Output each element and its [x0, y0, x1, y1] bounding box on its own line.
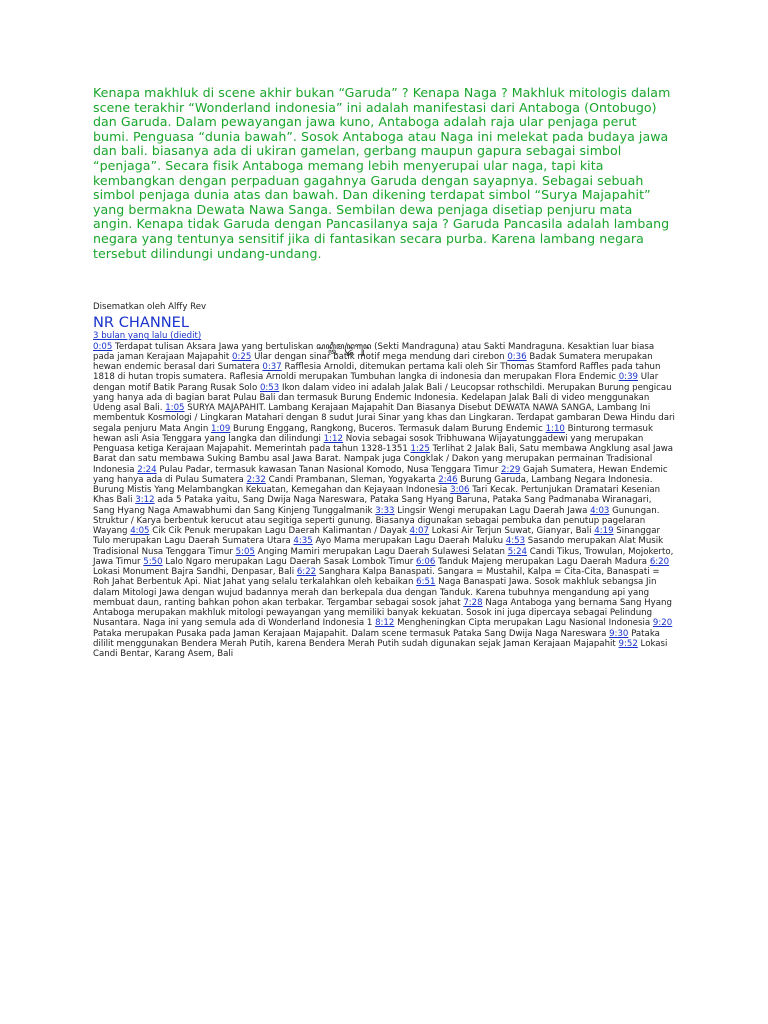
timestamp-description: Sasando merupakan Alat Musik Tradisional Nusa Tenggara Timur	[93, 536, 664, 557]
timestamp-link[interactable]: 3:06	[450, 485, 470, 496]
timestamp-link[interactable]: 0:53	[259, 382, 280, 393]
timestamp-description: Sanghara Kalpa Banaspati. Sangara = Mustahil, Kalpa = Cita-Cita, Banaspati = Roh Jahat Berbentuk Api. Niat Jahat yang selalu terkalahkan oleh kebaikan	[93, 567, 660, 588]
timestamp-link[interactable]: 5:50	[143, 556, 163, 567]
timestamp-link[interactable]: 4:35	[293, 536, 313, 547]
timestamp-description: Mengheningkan Cipta merupakan Lagu Nasional Indonesia	[394, 618, 653, 629]
channel-name[interactable]: NR CHANNEL	[93, 314, 190, 332]
timestamp-description: Tari Kecak. Pertunjukan Dramatari Kesenian Khas Bali	[93, 485, 661, 506]
timestamp-link[interactable]: 1:25	[410, 444, 430, 455]
timestamp-description: Novia sebagai sosok Tribhuwana Wijayatunggadewi yang merupakan Penguasa ketiga Kerajaan Majapahit. Memerintah pada tahun 1328-1351	[93, 433, 644, 455]
timestamp-description: Pulau Padar, termasuk kawasan Tanan Nasional Komodo, Nusa Tenggara Timur	[156, 464, 501, 475]
timestamp-description: Gajah Sumatera, Hewan Endemic yang hanya ada di Pulau Sumatera	[93, 464, 668, 485]
timestamp-link[interactable]: 6:22	[296, 567, 317, 578]
intro-paragraph: Kenapa makhluk di scene akhir bukan “Garuda” ? Kenapa Naga ? Makhluk mitologis dalam scene terakhir “Wonderland indonesia” ini adalah manifestasi dari Antaboga (Ontobugo) dan Garuda. Dalam pewayangan jawa kuno, Antaboga adalah raja ular penjaga perut bumi. Penguasa “dunia bawah”. Sosok Antaboga atau Naga ini melekat pada budaya jawa dan bali. biasanya ada di ukiran gamelan, gerbang maupun gapura sebagai simbol “penjaga”. Secara fisik Antaboga memang lebih menyerupai ular naga, tapi kita kembangkan dengan perpaduan gagahnya Garuda dengan sayapnya. Sebagai sebuah simbol penjaga dunia atas dan bawah. Dan dikening terdapat simbol “Surya Majapahit” yang bermakna Dewata Nawa Sanga. Sembilan dewa penjaga disetiap penjuru mata angin. Kenapa tidak Garuda dengan Pancasilanya saja ? Garuda Pancasila adalah lambang negara yang tentunya sensitif jika di fantasikan secara purba. Karena lambang negara tersebut dilindungi undang-undang.	[93, 85, 671, 261]
timestamp-link[interactable]: 8:12	[375, 618, 395, 629]
timestamp-link[interactable]: 0:05	[93, 341, 113, 352]
timestamp-description: Terdapat tulisan Aksara Jawa yang bertuliskan ꦱꦏ꧀ꦠꦶꦩꦤ꧀ꦢꦿꦒꦸꦤ (Sekti Mandraguna) atau Sakti Mandraguna. Kesaktian luar biasa pada jaman Kerajaan Majapahit	[93, 341, 655, 362]
timestamp-link[interactable]: 6:51	[416, 577, 436, 588]
timestamp-description: Anging Mamiri merupakan Lagu Daerah Sulawesi Selatan	[254, 546, 508, 557]
timestamp-description: Lingsir Wengi merupakan Lagu Daerah Jawa	[394, 505, 591, 516]
timestamp-link[interactable]: 4:53	[505, 536, 526, 547]
timestamp-link[interactable]: 0:25	[232, 351, 252, 362]
timestamp-description: Burung Enggang, Rangkong, Buceros. Termasuk dalam Burung Endemic	[230, 423, 546, 434]
timestamp-link[interactable]: 2:29	[501, 464, 521, 475]
timestamp-link[interactable]: 0:39	[618, 372, 639, 383]
timestamp-description: Binturong termasuk hewan asli Asia Tenggara yang langka dan dilindungi	[93, 423, 653, 444]
timestamp-description: Ayo Mama merupakan Lagu Daerah Maluku	[312, 536, 506, 547]
timestamp-description: Naga Antaboga yang bernama Sang Hyang Antaboga merupakan makhluk mitologi pewayangan yang memiliki banyak kekuatan. Sosok ini juga dipercaya sebagai Pelindung Nusantara. Naga ini yang semula ada di Wonderland Indonesia 1	[93, 597, 672, 629]
timestamp-description: Pataka dililit menggunakan Bendera Merah Putih, karena Bendera Merah Putih sudah digunakan sejak Jaman Kerajaan Majapahit	[93, 628, 660, 649]
timestamp-description: Lokasi Air Terjun Suwat, Gianyar, Bali	[428, 526, 595, 537]
timestamp-link[interactable]: 2:32	[246, 474, 266, 485]
timestamp-description: Lokasi Monument Bajra Sandhi, Denpasar, Bali	[93, 567, 297, 578]
timestamp-link[interactable]: 2:24	[137, 464, 157, 475]
timestamp-description: Pataka merupakan Pusaka pada Jaman Kerajaan Majapahit. Dalam scene termasuk Pataka Sang Dwija Naga Nareswara	[93, 628, 610, 639]
timestamp-description: Candi Prambanan, Sleman, Yogyakarta	[265, 474, 439, 485]
timestamp-description: Naga Banaspati Jawa. Sosok makhluk sebangsa Jin dalam Mitologi Jawa dengan wujud badannya merah dan berkepala dua dengan Tanduk. Karena tubuhnya mengandung api yang membuat daun, ranting bahkan pohon akan terbakar. Tergambar sebagai sosok jahat	[93, 577, 657, 608]
timestamp-link[interactable]: 9:20	[652, 618, 673, 629]
timestamp-description: Badak Sumatera merupakan hewan endemic berasal dari Sumatera	[93, 351, 653, 373]
timestamp-link[interactable]: 1:09	[211, 423, 231, 434]
timestamp-link[interactable]: 6:20	[649, 556, 670, 567]
timestamp-description: Lokasi Candi Bentar, Karang Asem, Bali	[93, 638, 668, 660]
timestamp-description: Gunungan. Struktur / Karya berbentuk kerucut atau segitiga seperti gunung. Biasanya digunakan sebagai pembuka dan penutup pagelaran Wayang	[93, 505, 660, 537]
timestamp-link[interactable]: 4:07	[409, 526, 429, 537]
timestamp-description: Cik Cik Penuk merupakan Lagu Daerah Kalimantan / Dayak	[149, 526, 410, 537]
timestamp-link[interactable]: 1:10	[545, 423, 565, 434]
timestamp-link[interactable]: 0:37	[262, 362, 282, 373]
timestamp-link[interactable]: 4:03	[590, 505, 610, 516]
timestamp-description: Terlihat 2 Jalak Bali, Satu membawa Angklung asal Jawa Barat dan satu membawa Suking Bambu asal Jawa Barat. Nampak juga Congklak / Dakon yang merupakan permainan Tradisional Indonesia	[93, 444, 674, 475]
timestamp-description: ada 5 Pataka yaitu, Sang Dwija Naga Nareswara, Pataka Sang Hyang Baruna, Pataka Sang Padmanaba Wiranagari, Sang Hyang Naga Amawabhumi dan Sang Kinjeng Tunggalmanik	[93, 495, 652, 516]
timestamp-link[interactable]: 9:30	[609, 628, 629, 639]
timestamp-description: Tanduk Majeng merupakan Lagu Daerah Madura	[435, 556, 650, 567]
document-page	[93, 86, 675, 659]
timestamp-link[interactable]: 5:05	[235, 546, 255, 557]
timestamp-link[interactable]: 1:05	[165, 403, 185, 414]
timestamp-description: Lalo Ngaro merupakan Lagu Daerah Sasak Lombok Timur	[162, 556, 417, 567]
timestamp-link[interactable]: 2:46	[438, 474, 458, 485]
timestamp-link[interactable]: 3:33	[375, 505, 395, 516]
timestamp-description: Candi Tikus, Trowulan, Mojokerto, Jawa Timur	[93, 546, 674, 567]
timestamp-link[interactable]: 5:24	[507, 546, 528, 557]
timestamp-link[interactable]: 0:36	[507, 351, 527, 362]
timestamp-description: Rafflesia Arnoldi, ditemukan pertama kali oleh Sir Thomas Stamford Raffles pada tahun 1818 di hutan tropis sumatera. Raflesia Arnoldi merupakan Tumbuhan langka di indonesia dan merupakan Flora Endemic	[93, 362, 661, 383]
timestamp-link[interactable]: 4:05	[130, 526, 150, 537]
timestamp-description: Ikon dalam video ini adalah Jalak Bali / Leucopsar rothschildi. Merupakan Burung pengicau yang hanya ada di bagian barat Pulau Bali dan termasuk Burung Endemic Indonesia. Kedelapan Jalak Bali di video menggunakan Udeng asal Bali.	[93, 382, 672, 414]
timestamp-description: Sinanggar Tulo merupakan Lagu Daerah Sumatera Utara	[93, 526, 661, 547]
timestamp-link[interactable]: 1:12	[323, 433, 343, 444]
timestamp-description: SURYA MAJAPAHIT. Lambang Kerajaan Majapahit Dan Biasanya Disebut DEWATA NAWA SANGA, Lambang Ini membentuk Kosmologi / Lingkaran Matahari dengan 8 sudut Jurai Sinar yang khas dan Lingkaran. Terdapat gambaran Dewa Hindu dari segala penjuru Mata Angin	[93, 403, 675, 434]
timestamp-description: Ular dengan motif Batik Parang Rusak Solo	[93, 372, 659, 393]
timestamp-description: Ular dengan sinar batik motif mega mendung dari cirebon	[251, 351, 508, 362]
comment-body	[93, 342, 675, 660]
timestamp-link[interactable]: 6:06	[416, 556, 436, 567]
timestamp-link[interactable]: 7:28	[463, 597, 483, 608]
pinned-label: Disematkan oleh Alffy Rev	[93, 302, 207, 313]
timestamp-link[interactable]: 9:52	[618, 638, 638, 649]
posted-time-link[interactable]: 3 bulan yang lalu (diedit)	[93, 331, 202, 342]
timestamp-description: Burung Garuda, Lambang Negara Indonesia. Burung Mistis Yang Melambangkan Kekuatan, Kemegahan dan Kejayaan Indonesia	[93, 474, 653, 496]
timestamp-link[interactable]: 4:19	[594, 526, 614, 537]
timestamp-link[interactable]: 3:12	[135, 495, 155, 506]
